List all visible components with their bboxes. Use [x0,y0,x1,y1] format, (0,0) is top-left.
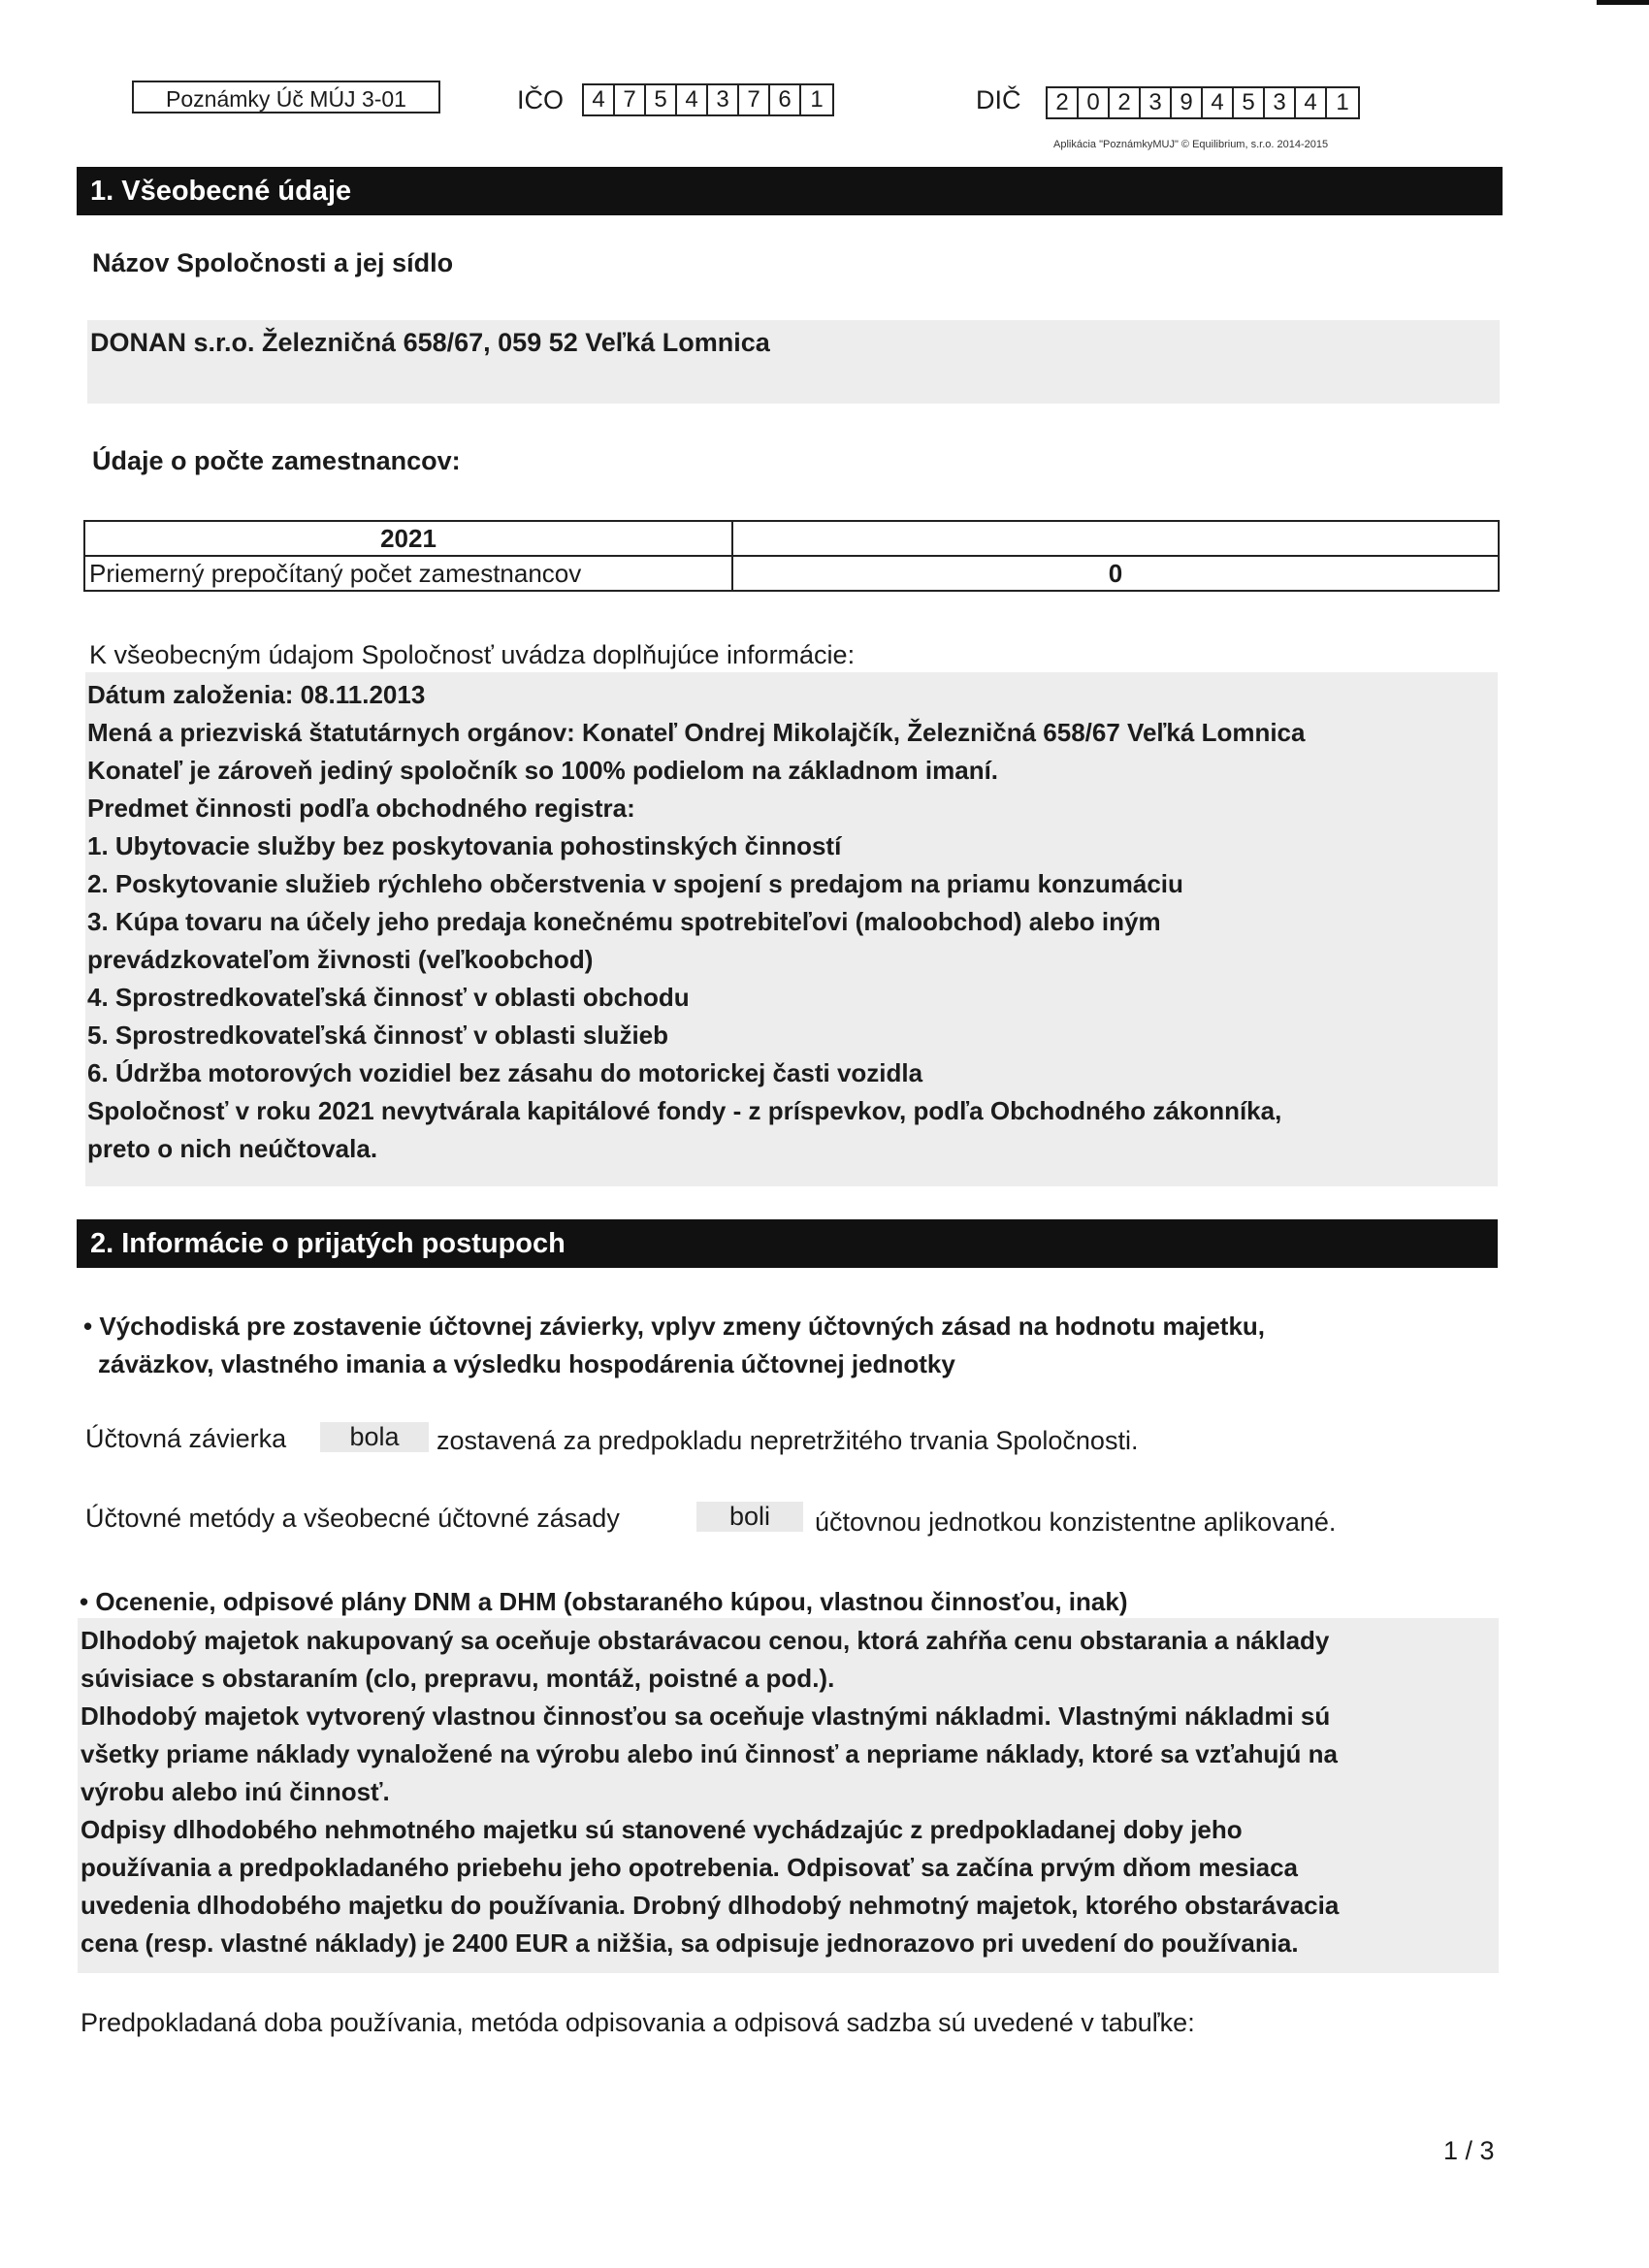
employees-table-row [84,556,1499,591]
dic-digit: 3 [1141,88,1172,117]
form-label: Poznámky Úč MÚJ 3-01 [166,86,406,112]
section-1-heading [77,167,1503,215]
ico-digit: 6 [770,85,801,114]
employees-row-label: Priemerný prepočítaný počet zamestnancov [89,558,582,588]
dic-label: DIČ [976,85,1021,114]
row-2-before: Účtovné metódy a všeobecné účtovné zásady [85,1504,620,1533]
ico-digit: 1 [810,86,824,113]
valuation-text-line: používania a predpokladaného priebehu jeho opotrebenia. Odpisovať sa začína prvým dňom mesiaca [81,1853,1298,1882]
additional-info-line: Konateľ je zároveň jediný spoločník so 100% podielom na základnom imaní. [87,756,999,785]
section-1-title: 1. Všeobecné údaje [90,176,352,207]
dic-digit: 1 [1336,89,1349,115]
bullet-1-line-1: • Východiská pre zostavenie účtovnej závierky, vplyv zmeny účtovných zásad na hodnotu majetku, [83,1312,1266,1341]
additional-intro: K všeobecným údajom Spoločnosť uvádza doplňujúce informácie: [89,640,856,669]
valuation-text-line: Dlhodobý majetok vytvorený vlastnou činnosťou sa oceňuje vlastnými nákladmi. Vlastnými nákladmi sú [81,1701,1331,1731]
bullet-1-line-2: záväzkov, vlastného imania a výsledku hospodárenia účtovnej jednotky [98,1349,955,1378]
ico-digit: 7 [739,85,770,114]
ico-digit: 3 [708,85,739,114]
row-2-value: boli [696,1502,803,1532]
employees-table [83,520,1500,592]
employees-year: 2021 [380,523,436,553]
dic-digit: 4 [1296,88,1327,117]
valuation-text-line: cena (resp. vlastné náklady) je 2400 EUR a nižšia, sa odpisuje jednorazovo pri uvedení do používania. [81,1928,1299,1958]
company-heading: Názov Spoločnosti a jej sídlo [92,248,454,277]
additional-info-line: 4. Sprostredkovateľská činnosť v oblasti obchodu [87,983,690,1012]
additional-info-line: 2. Poskytovanie služieb rýchleho občerstvenia v spojení s predajom na priamu konzumáciu [87,869,1183,898]
app-note: Aplikácia "PoznámkyMUJ" © Equilibrium, s.r.o. 2014-2015 [1053,139,1329,150]
employees-heading: Údaje o počte zamestnancov: [92,446,461,475]
additional-info-line: 3. Kúpa tovaru na účely jeho predaja konečnému spotrebiteľovi (maloobchod) alebo iným [87,907,1161,936]
dic-digit: 9 [1172,88,1203,117]
ico-digit: 4 [677,85,708,114]
section-2-title: 2. Informácie o prijatých postupoch [90,1228,566,1259]
dic-digits [1046,86,1360,119]
valuation-text-line: súvisiace s obstaraním (clo, prepravu, montáž, poistné a pod.). [81,1664,835,1693]
dic-digit: 5 [1234,88,1265,117]
valuation-text-line: výrobu alebo inú činnosť. [81,1777,390,1806]
bullet-2-title: • Ocenenie, odpisové plány DNM a DHM (obstaraného kúpou, vlastnou činnosťou, inak) [80,1587,1128,1616]
dic-digit: 3 [1265,88,1296,117]
additional-info-line: 6. Údržba motorových vozidiel bez zásahu do motorickej časti vozidla [87,1058,923,1087]
employees-table-header-row [84,521,1499,556]
row-2-after: účtovnou jednotkou konzistentne aplikované. [815,1507,1337,1537]
corner-mark [1597,0,1649,5]
dic-digit: 2 [1048,88,1079,117]
section-2-heading [77,1219,1498,1268]
additional-info-line: preto o nich neúčtovala. [87,1134,378,1163]
row-1-after: zostavená za predpokladu nepretržitého trvania Spoločnosti. [436,1426,1139,1455]
employees-row-label-cell [84,556,732,591]
ico-label: IČO [517,85,565,114]
ico-digit: 4 [584,85,615,114]
additional-info-line: prevádzkovateľom živnosti (veľkoobchod) [87,945,594,974]
employees-row-value: 0 [1108,558,1123,588]
ico-digit: 7 [615,85,646,114]
additional-info-line: 1. Ubytovacie služby bez poskytovania pohostinských činností [87,831,842,860]
additional-info-line: Spoločnosť v roku 2021 nevytvárala kapitálové fondy - z príspevkov, podľa Obchodného zákonníka, [87,1096,1282,1125]
additional-info-line: Mená a priezviská štatutárnych orgánov: Konateľ Ondrej Mikolajčík, Železničná 658/67 Veľká Lomnica [87,718,1306,747]
form-label-box [132,81,440,113]
dic-digit: 0 [1079,88,1110,117]
employees-year-cell [84,521,732,556]
valuation-text-line: Odpisy dlhodobého nehmotného majetku sú stanovené vychádzajúc z predpokladanej doby jeho [81,1815,1243,1844]
row-1-before: Účtovná závierka [85,1424,287,1453]
employees-row-value-cell [732,556,1499,591]
employees-empty-cell [732,521,1499,556]
additional-info [87,676,1305,1168]
valuation-text [81,1622,1339,1962]
dic-digit: 4 [1203,88,1234,117]
additional-info-line: 5. Sprostredkovateľská činnosť v oblasti služieb [87,1021,669,1050]
additional-info-line: Predmet činnosti podľa obchodného registra: [87,794,635,823]
valuation-text-line: uvedenia dlhodobého majetku do používania. Drobný dlhodobý nehmotný majetok, ktorého obstarávacia [81,1891,1340,1920]
valuation-text-line: všetky priame náklady vynaložené na výrobu alebo inú činnosť a nepriame náklady, ktoré sa vzťahujú na [81,1739,1339,1768]
valuation-text-line: Dlhodobý majetok nakupovaný sa oceňuje obstarávacou cenou, ktorá zahŕňa cenu obstarania a náklady [81,1626,1330,1655]
row-1-value: bola [320,1422,429,1452]
ico-digit: 5 [646,85,677,114]
company-name: DONAN s.r.o. Železničná 658/67, 059 52 Veľká Lomnica [90,328,770,357]
ico-digits [582,83,834,116]
dic-digit: 2 [1110,88,1141,117]
page-number: 1 / 3 [1443,2136,1495,2165]
table-intro: Predpokladaná doba používania, metóda odpisovania a odpisová sadzba sú uvedené v tabuľke: [81,2008,1195,2037]
additional-info-line: Dátum založenia: 08.11.2013 [87,680,426,709]
